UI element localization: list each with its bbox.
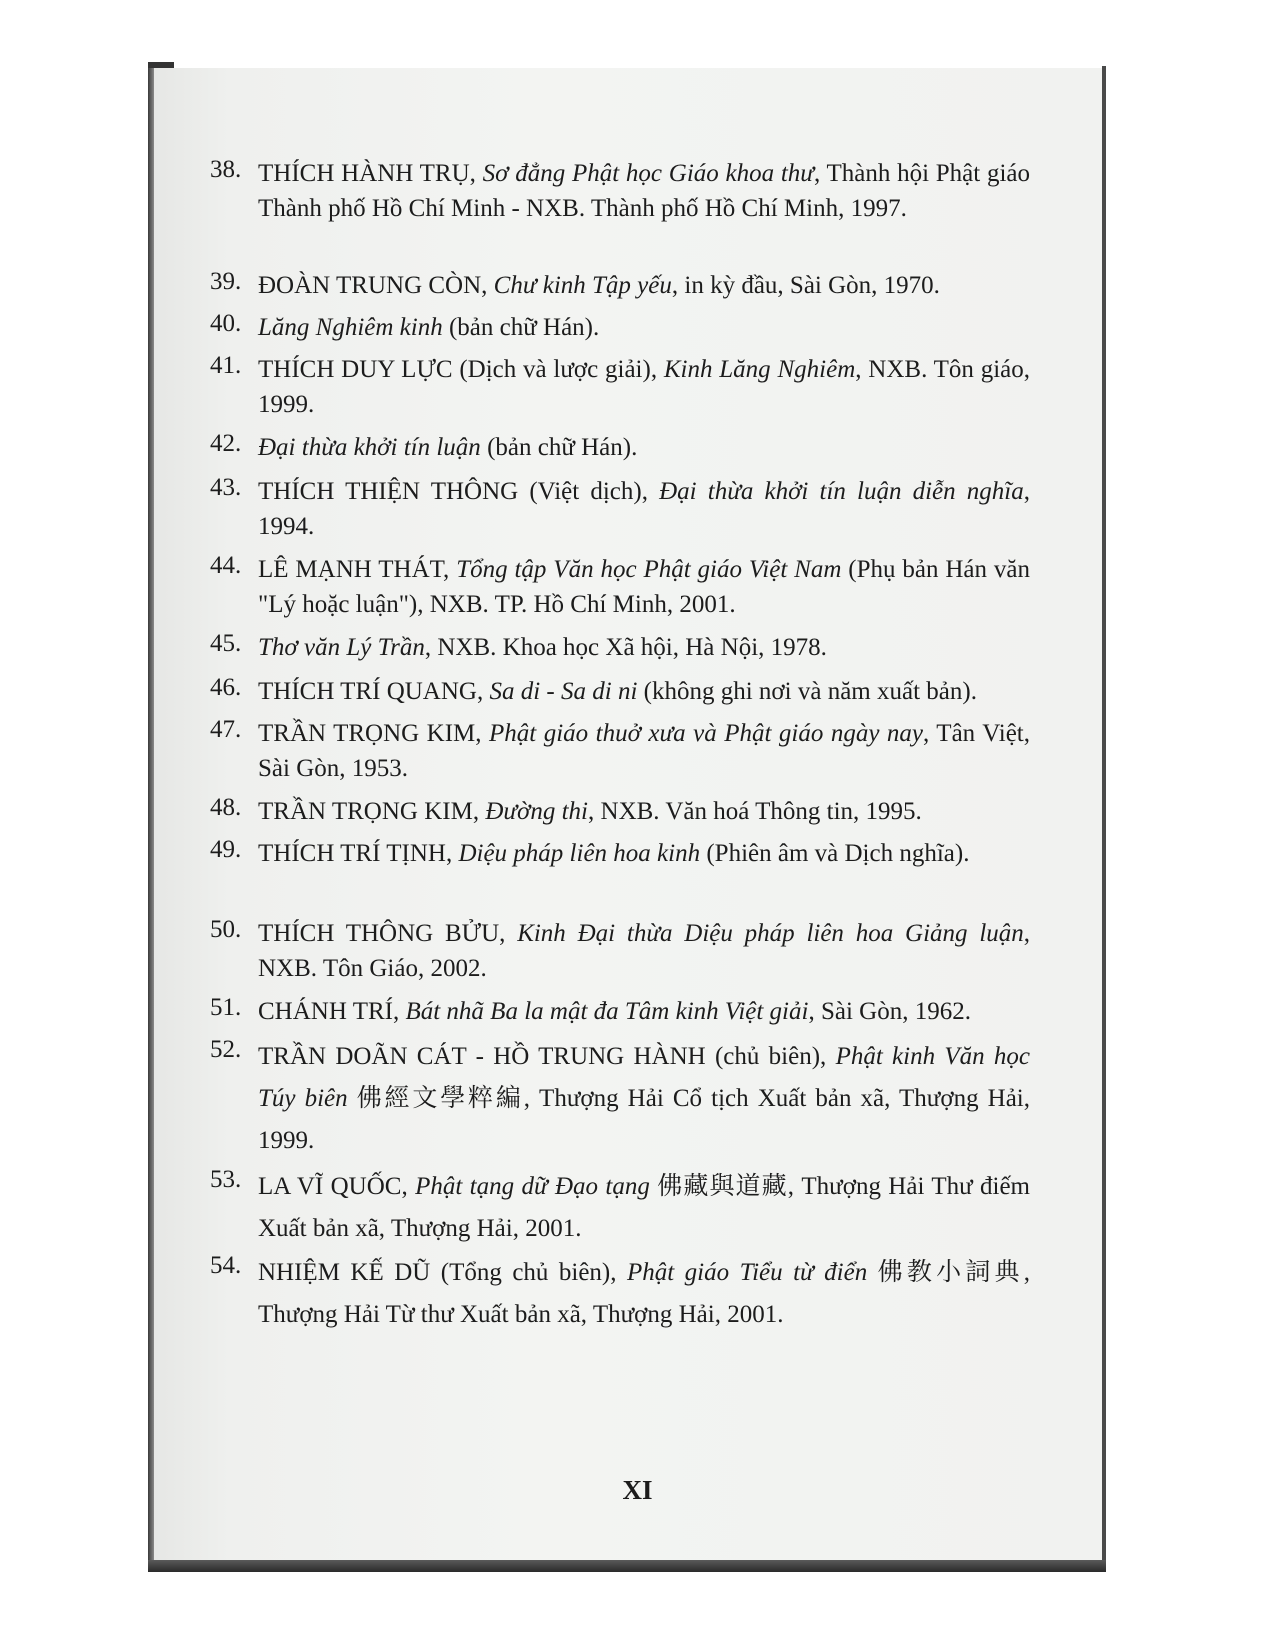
entry-number: 53. (210, 1166, 242, 1193)
entry-number: 45. (210, 630, 242, 657)
entry-number: 40. (210, 310, 242, 337)
entry-author: THÍCH THIỆN THÔNG (Việt dịch) (258, 478, 642, 505)
bibliography-entry: 53. LA VĨ QUỐC, Phật tạng dữ Đạo tạng 佛藏與道藏, Thượng Hải Thư điếm Xuất bản xã, Thượng Hải, 2001. (210, 1166, 1030, 1242)
entry-details: 佛經文學粹編, Thượng Hải Cổ tịch Xuất bản xã, Thượng Hải, 1999. (258, 1085, 1031, 1154)
entry-author: TRẦN TRỌNG KIM (258, 720, 476, 747)
entry-title: Sa di - Sa di ni (489, 678, 638, 705)
entry-title: Đại thừa khởi tín luận diễn nghĩa (659, 478, 1024, 505)
entry-number: 47. (210, 716, 242, 743)
page-right-edge (1102, 66, 1106, 1566)
bibliography-entry: 41. THÍCH DUY LỰC (Dịch và lược giải), Kinh Lăng Nghiêm, NXB. Tôn giáo, 1999. (210, 352, 1031, 418)
entry-title: Kinh Lăng Nghiêm (663, 356, 856, 383)
entry-author: CHÁNH TRÍ (258, 998, 393, 1025)
entry-number: 48. (210, 794, 242, 821)
entry-details: (Phiên âm và Dịch nghĩa). (700, 840, 970, 867)
bibliography-entry: 38. THÍCH HÀNH TRỤ, Sơ đẳng Phật học Giáo khoa thư, Thành hội Phật giáo Thành phố Hồ Chí Minh - NXB. Thành phố Hồ Chí Minh, 1997. (210, 156, 1031, 222)
entry-number: 38. (210, 156, 242, 183)
entry-details: (không ghi nơi và năm xuất bản). (637, 678, 977, 705)
entry-author: THÍCH TRÍ QUANG (258, 678, 477, 705)
entry-title: Lăng Nghiêm kinh (258, 314, 443, 341)
entry-title: Đại thừa khởi tín luận (258, 434, 481, 461)
entry-title: Phật tạng dữ Đạo tạng (415, 1173, 650, 1200)
entry-author: TRẦN TRỌNG KIM (258, 798, 473, 825)
entry-number: 52. (210, 1036, 242, 1063)
bibliography-entry: 49. THÍCH TRÍ TỊNH, Diệu pháp liên hoa kinh (Phiên âm và Dịch nghĩa). (210, 836, 970, 867)
entry-title: Kinh Đại thừa Diệu pháp liên hoa Giảng luận (517, 920, 1024, 947)
page-bottom-edge (148, 1560, 1106, 1572)
bibliography-entry: 51. CHÁNH TRÍ, Bát nhã Ba la mật đa Tâm kinh Việt giải, Sài Gòn, 1962. (210, 994, 971, 1025)
bibliography-entry (210, 630, 1030, 665)
entry-author: THÍCH HÀNH TRỤ (258, 160, 470, 187)
entry-author: LA VĨ QUỐC (258, 1173, 402, 1200)
entry-author: LÊ MẠNH THÁT (258, 556, 444, 583)
bibliography-entry: 39. ĐOÀN TRUNG CÒN, Chư kinh Tập yếu, in kỳ đầu, Sài Gòn, 1970. (210, 268, 940, 299)
entry-details: 佛教小詞典, Thượng Hải Từ thư Xuất bản xã, Thượng Hải, 2001. (258, 1259, 1030, 1328)
entry-details: , in kỳ đầu, Sài Gòn, 1970. (671, 272, 940, 299)
entry-details: , NXB. Văn hoá Thông tin, 1995. (588, 798, 922, 825)
entry-details: , NXB. Tôn giáo, 1999. (258, 356, 1031, 418)
bibliography-entry: 54. NHIỆM KẾ DŨ (Tổng chủ biên), Phật giáo Tiểu từ điển 佛教小詞典, Thượng Hải Từ thư Xuất bản xã, Thượng Hải, 2001. (210, 1252, 1030, 1328)
entry-details: , NXB. Tôn Giáo, 2002. (258, 920, 1031, 982)
entry-number: 51. (210, 994, 242, 1021)
entry-number: 42. (210, 430, 242, 457)
entry-title: Phật giáo Tiểu từ điển (626, 1259, 868, 1286)
page-number: XI (622, 1475, 653, 1505)
entry-title: Chư kinh Tập yếu (493, 272, 672, 299)
bibliography-entry: 47. TRẦN TRỌNG KIM, Phật giáo thuở xưa và Phật giáo ngày nay, Tân Việt, Sài Gòn, 1953. (210, 716, 1030, 782)
entry-title: Sơ đẳng Phật học Giáo khoa thư (482, 160, 814, 187)
bibliography-entry: 44. LÊ MẠNH THÁT, Tổng tập Văn học Phật giáo Việt Nam (Phụ bản Hán văn "Lý hoặc luận"), NXB. TP. Hồ Chí Minh, 2001. (210, 552, 1030, 618)
entry-details: (bản chữ Hán). (442, 314, 600, 341)
entry-number: 44. (210, 552, 242, 579)
entry-number: 46. (210, 674, 242, 701)
entry-number: 50. (210, 916, 242, 943)
bibliography-entry: 46. THÍCH TRÍ QUANG, Sa di - Sa di ni (không ghi nơi và năm xuất bản). (210, 674, 977, 705)
entry-title: Phật kinh Văn học Túy biên (258, 1043, 1030, 1112)
entry-details: , Sài Gòn, 1962. (808, 998, 971, 1025)
entry-number: 39. (210, 268, 242, 295)
entry-number: 49. (210, 836, 242, 863)
entry-details: , 1994. (258, 478, 1030, 540)
entry-author: THÍCH TRÍ TỊNH (258, 840, 446, 867)
entry-title: Tổng tập Văn học Phật giáo Việt Nam (456, 556, 842, 583)
entry-author: NHIỆM KẾ DŨ (Tổng chủ biên) (258, 1259, 611, 1286)
entry-details: 佛藏與道藏, Thượng Hải Thư điếm Xuất bản xã, Thượng Hải, 2001. (258, 1173, 1030, 1242)
bibliography-entry: 52. TRẦN DOÃN CÁT - HỒ TRUNG HÀNH (chủ biên), Phật kinh Văn học Túy biên 佛經文學粹編, Thượng Hải Cổ tịch Xuất bản xã, Thượng Hải, 1999. (210, 1036, 1031, 1154)
entry-title: Đường thi (485, 798, 589, 825)
entry-author: THÍCH DUY LỰC (Dịch và lược giải) (258, 356, 651, 383)
bibliography-entry: 43. THÍCH THIỆN THÔNG (Việt dịch), Đại thừa khởi tín luận diễn nghĩa, 1994. (210, 474, 1030, 540)
entry-number: 43. (210, 474, 242, 501)
entry-title: Bát nhã Ba la mật đa Tâm kinh Việt giải (405, 998, 809, 1025)
entry-number: 54. (210, 1252, 242, 1279)
entry-author: ĐOÀN TRUNG CÒN (258, 272, 482, 299)
entry-title: Thơ văn Lý Trần (258, 634, 425, 661)
bibliography-entry: 48. TRẦN TRỌNG KIM, Đường thi, NXB. Văn hoá Thông tin, 1995. (210, 794, 922, 825)
bibliography-entry: 50. THÍCH THÔNG BỬU, Kinh Đại thừa Diệu pháp liên hoa Giảng luận, NXB. Tôn Giáo, 2002. (210, 916, 1031, 982)
bibliography-entry (210, 310, 1030, 345)
entry-details: (Phụ bản Hán văn "Lý hoặc luận"), NXB. TP. Hồ Chí Minh, 2001. (258, 556, 1030, 618)
entry-details: , NXB. Khoa học Xã hội, Hà Nội, 1978. (424, 634, 827, 661)
entry-author: THÍCH THÔNG BỬU (258, 920, 500, 947)
entry-number: 41. (210, 352, 242, 379)
entry-title: Phật giáo thuở xưa và Phật giáo ngày nay (489, 720, 924, 747)
entry-details: , Tân Việt, Sài Gòn, 1953. (258, 720, 1030, 782)
entry-title: Diệu pháp liên hoa kinh (458, 840, 701, 867)
bibliography-entry (210, 430, 1030, 465)
entry-details: , Thành hội Phật giáo Thành phố Hồ Chí Minh - NXB. Thành phố Hồ Chí Minh, 1997. (258, 160, 1031, 222)
entry-author: TRẦN DOÃN CÁT - HỒ TRUNG HÀNH (chủ biên) (258, 1043, 821, 1070)
entry-details: (bản chữ Hán). (480, 434, 638, 461)
